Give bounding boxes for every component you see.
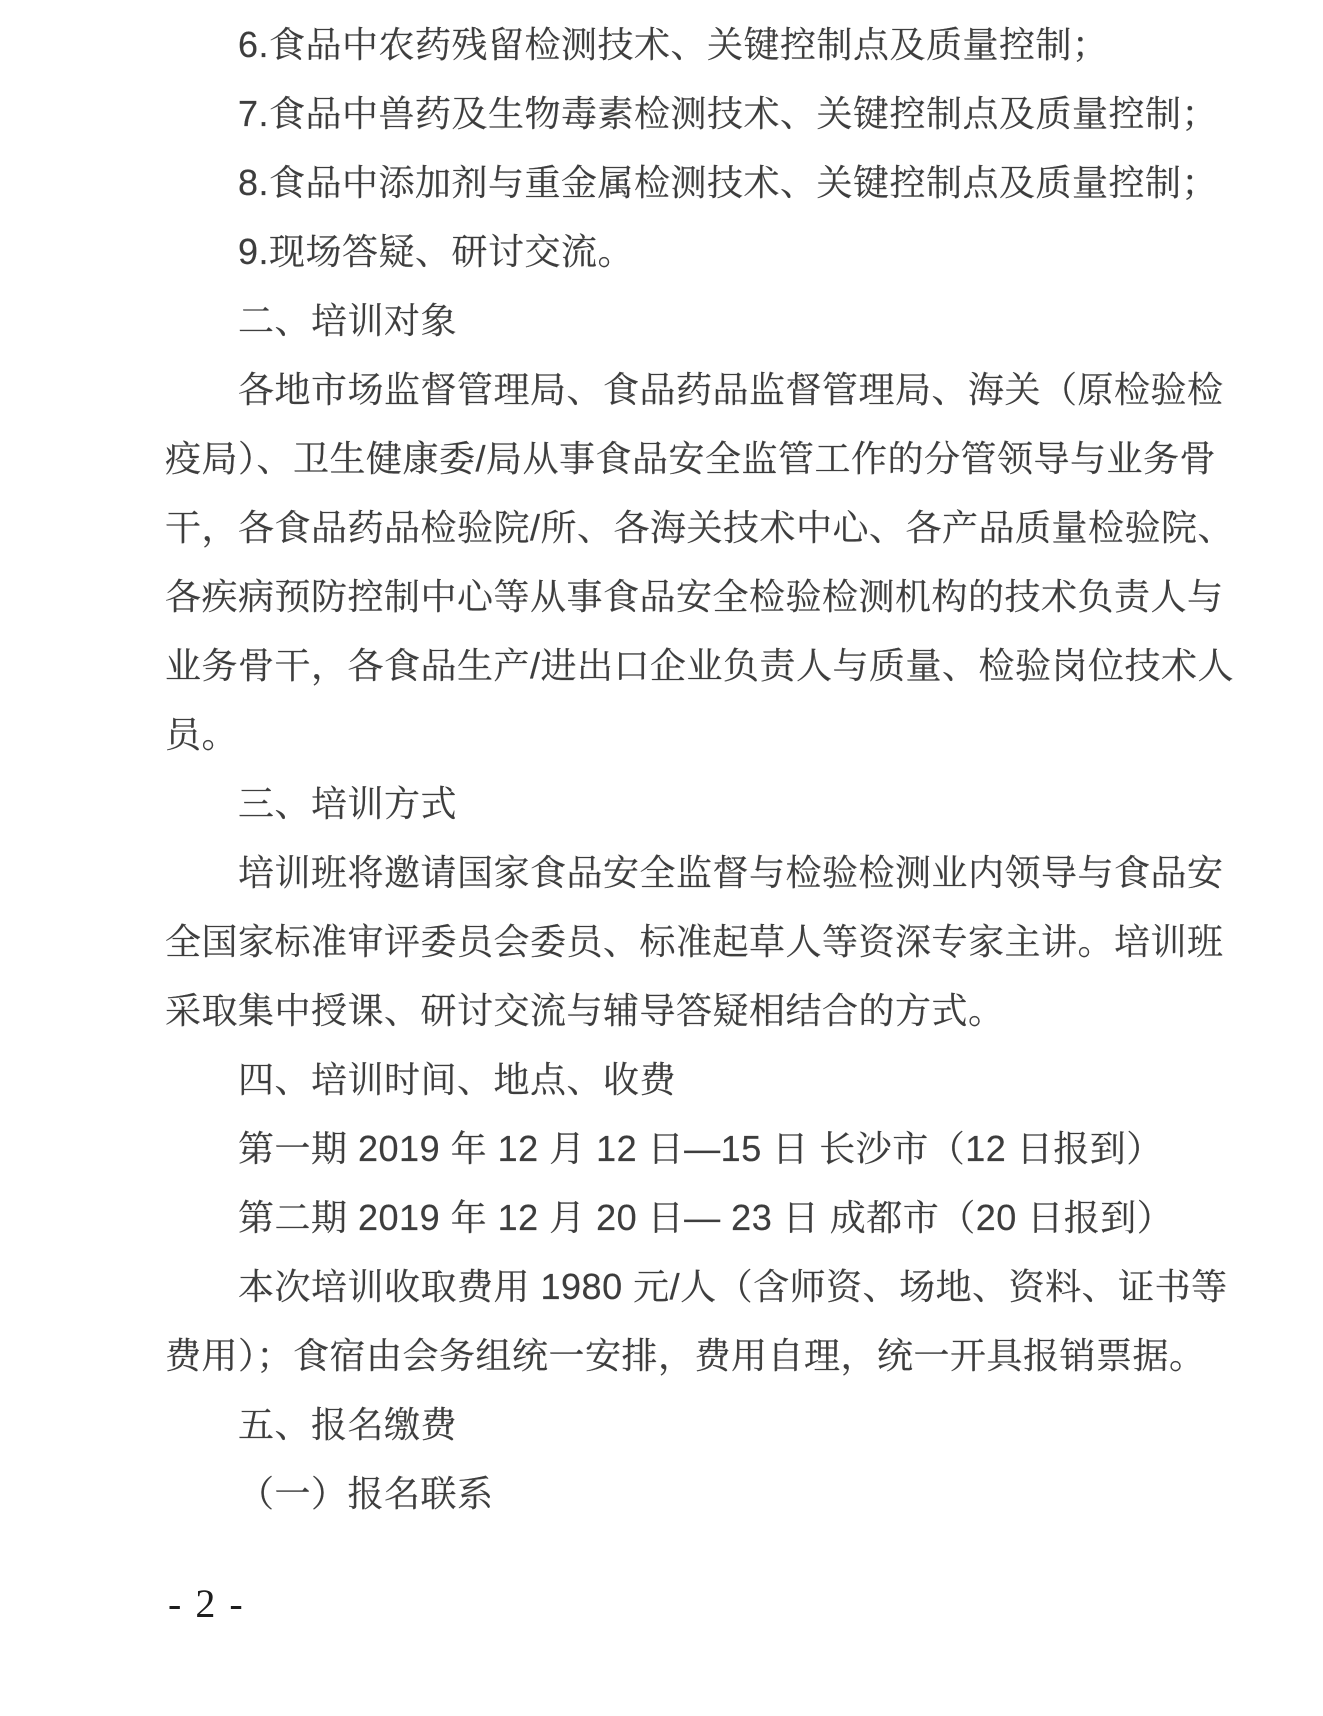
body-line: 第一期 2019 年 12 月 12 日—15 日 长沙市（12 日报到） <box>238 1128 1163 1169</box>
list-item: 6.食品中农药残留检测技术、关键控制点及质量控制； <box>238 24 1109 65</box>
section-heading: 五、报名缴费 <box>238 1404 458 1445</box>
document-body <box>165 10 1235 1528</box>
list-item: 7.食品中兽药及生物毒素检测技术、关键控制点及质量控制； <box>238 93 1219 134</box>
list-item: 9.现场答疑、研讨交流。 <box>238 231 635 272</box>
body-line: 费用）；食宿由会务组统一安排，费用自理，统一开具报销票据。 <box>165 1335 1206 1376</box>
body-line: 员。 <box>165 714 239 755</box>
section-heading: 四、培训时间、地点、收费 <box>238 1059 677 1100</box>
body-line: 培训班将邀请国家食品安全监督与检验检测业内领导与食品安 <box>238 852 1224 893</box>
body-line: 采取集中授课、研讨交流与辅导答疑相结合的方式。 <box>165 990 1005 1031</box>
section-heading: 三、培训方式 <box>238 783 458 824</box>
body-line: 各地市场监督管理局、食品药品监督管理局、海关（原检验检 <box>238 369 1224 410</box>
body-line: 各疾病预防控制中心等从事食品安全检验检测机构的技术负责人与 <box>165 576 1224 617</box>
body-line: 本次培训收取费用 1980 元/人（含师资、场地、资料、证书等 <box>238 1266 1228 1307</box>
body-line: 干，各食品药品检验院/所、各海关技术中心、各产品质量检验院、 <box>165 507 1235 548</box>
body-line: 第二期 2019 年 12 月 20 日— 23 日 成都市（20 日报到） <box>238 1197 1174 1238</box>
page-number: - 2 - <box>168 1581 245 1626</box>
body-line: 疫局）、卫生健康委/局从事食品安全监管工作的分管领导与业务骨 <box>165 438 1217 479</box>
body-line: 全国家标准审评委员会委员、标准起草人等资深专家主讲。培训班 <box>165 921 1224 962</box>
body-line: 业务骨干，各食品生产/进出口企业负责人与质量、检验岗位技术人 <box>165 645 1235 686</box>
list-item: 8.食品中添加剂与重金属检测技术、关键控制点及质量控制； <box>238 162 1219 203</box>
section-heading: 二、培训对象 <box>238 300 458 341</box>
subsection-heading: （一）报名联系 <box>238 1473 494 1514</box>
